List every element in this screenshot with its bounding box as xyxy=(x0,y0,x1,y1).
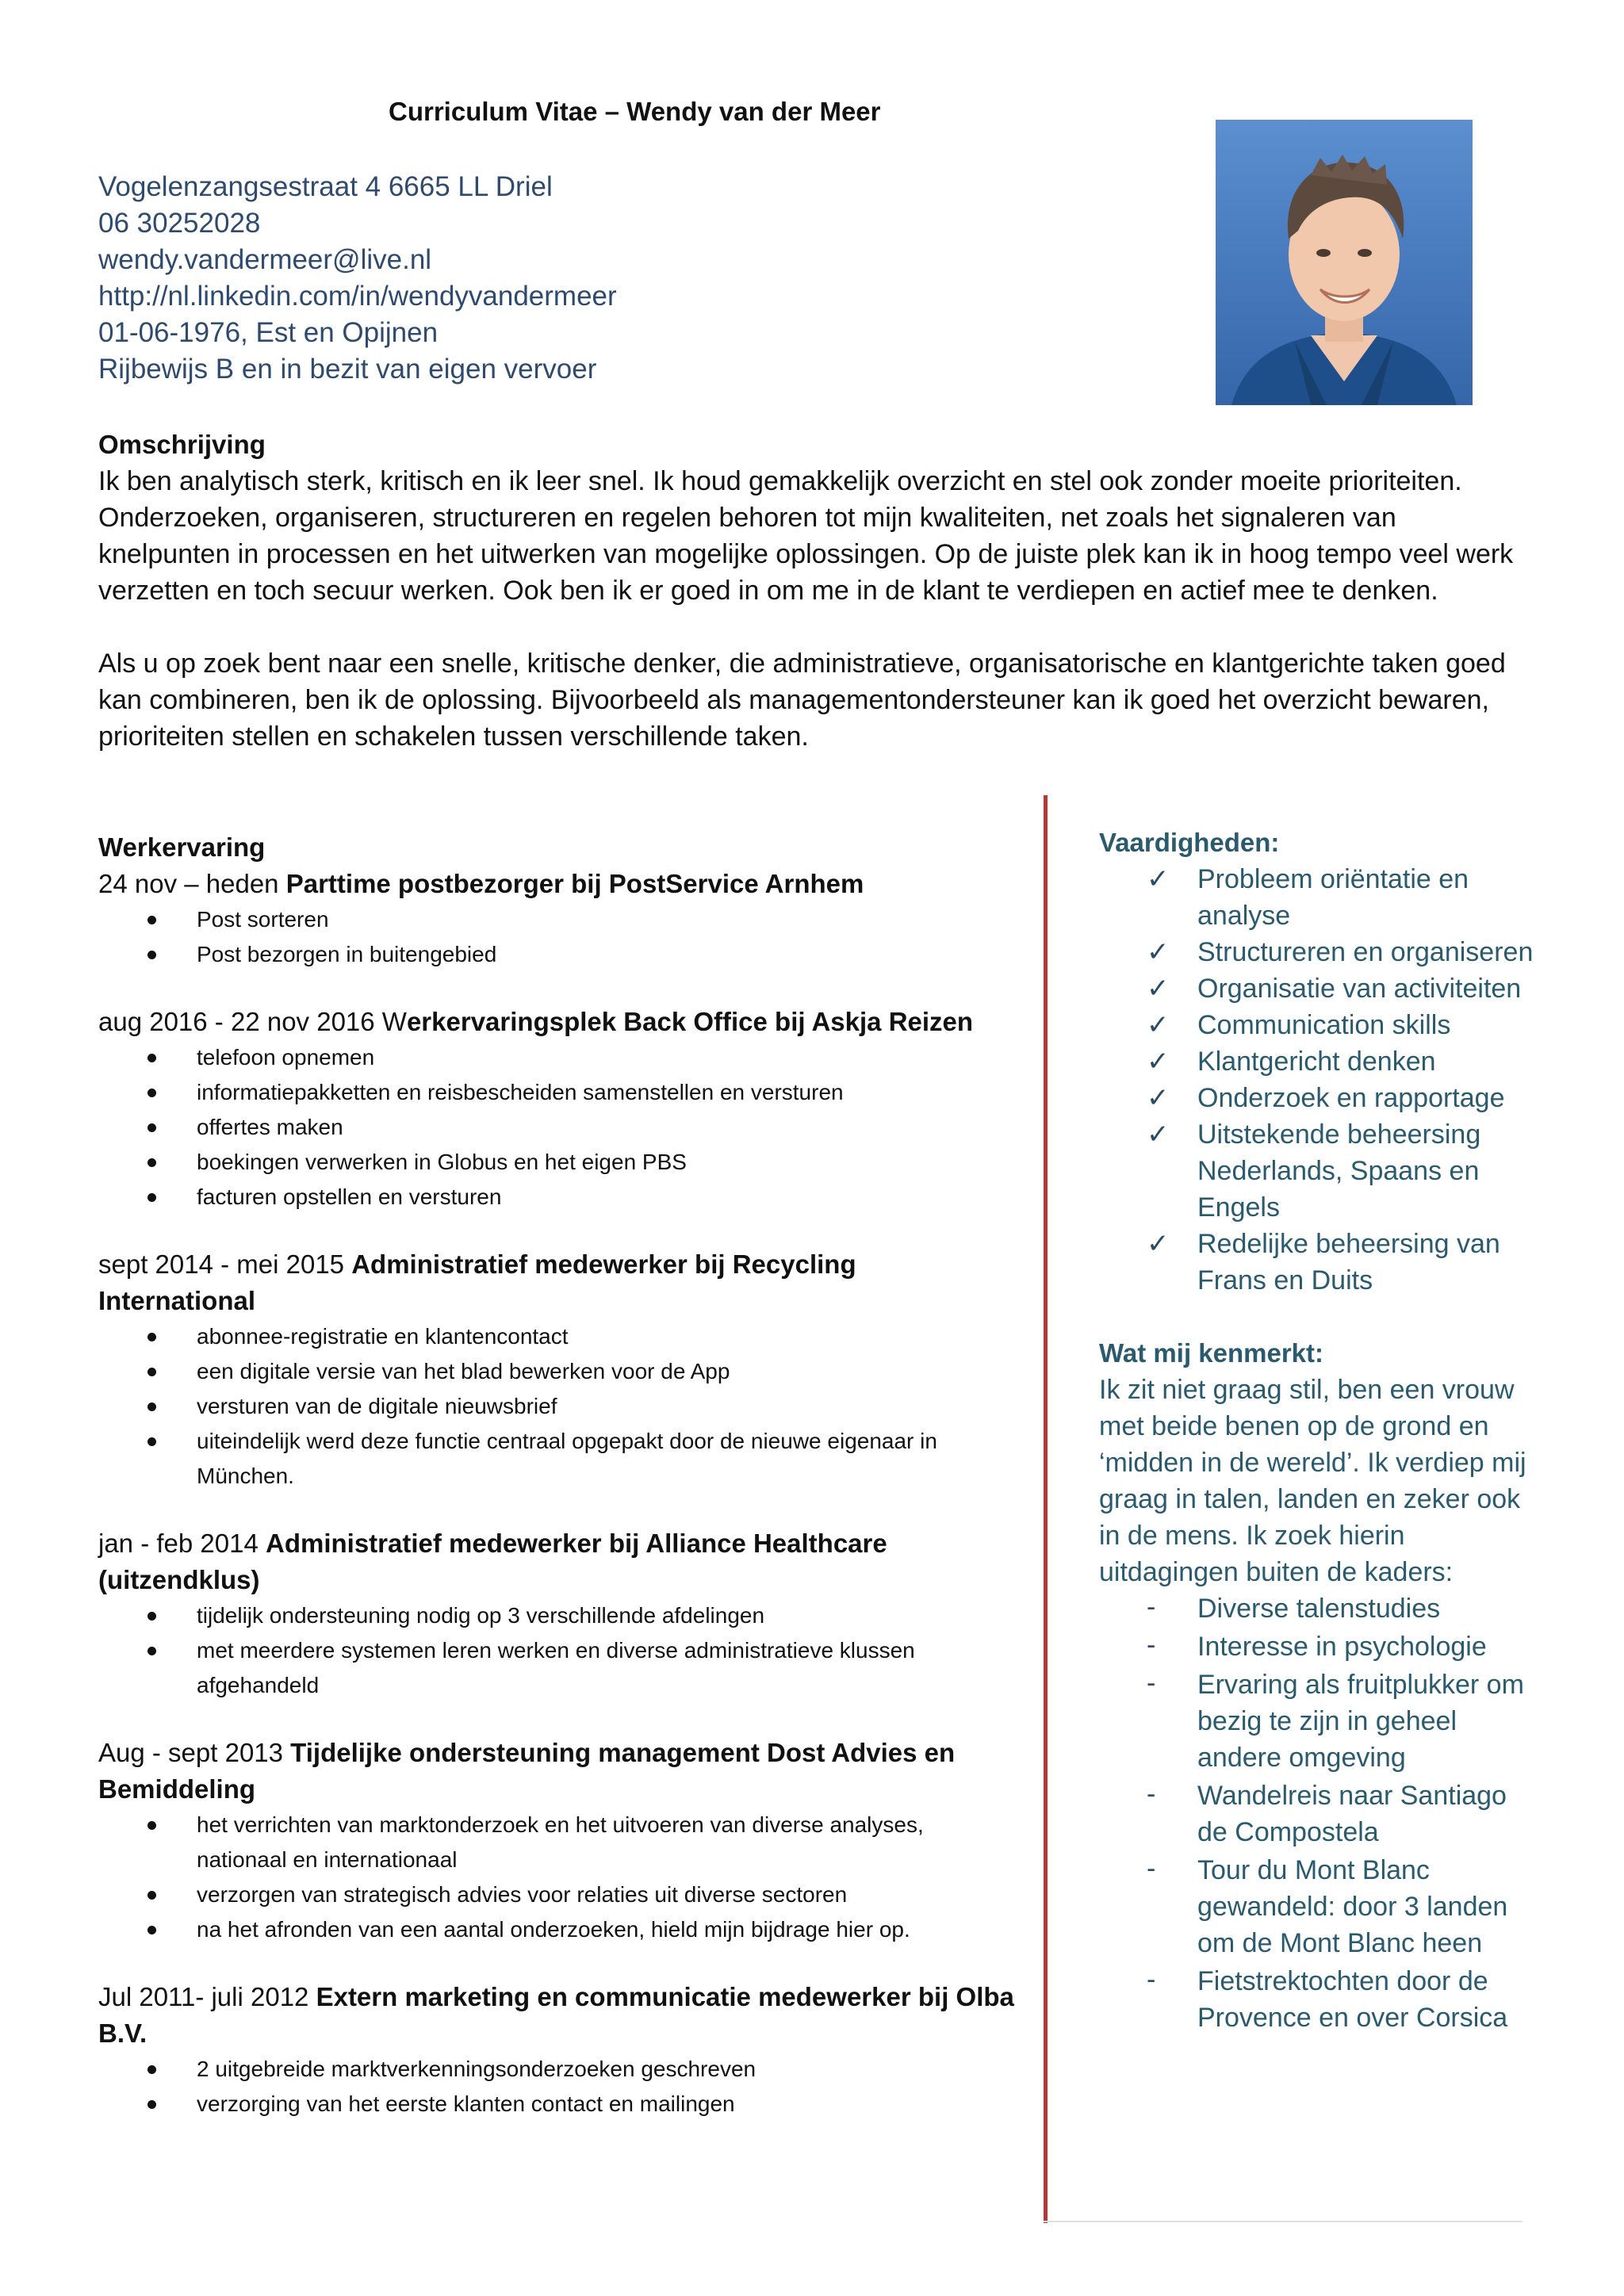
contact-linkedin[interactable]: http://nl.linkedin.com/in/wendyvandermeer xyxy=(98,281,617,312)
task-text: abonnee-registratie en klantencontact xyxy=(197,1324,569,1349)
list-item xyxy=(1147,1963,1543,2036)
list-item xyxy=(197,937,1018,972)
job-header xyxy=(98,866,1018,902)
list-item xyxy=(197,1319,1018,1354)
bullet-icon xyxy=(147,2065,156,2074)
job-period: jan - feb 2014 xyxy=(98,1529,259,1558)
job-role: Administratief medewerker bij Alliance Healthcare (uitzendklus) xyxy=(98,1529,887,1594)
bullet-icon xyxy=(147,1437,156,1446)
profile-photo xyxy=(1216,120,1473,405)
check-icon: ✓ xyxy=(1147,1047,1170,1077)
bullet-icon xyxy=(147,1891,156,1900)
list-item xyxy=(197,1075,1018,1110)
omschrijving-section xyxy=(98,427,1526,755)
task-text: informatiepakketten en reisbescheiden samenstellen en versturen xyxy=(197,1080,844,1104)
dash-icon: - xyxy=(1147,1779,1156,1809)
column-divider xyxy=(1044,795,1048,2223)
list-item xyxy=(1147,1116,1543,1226)
task-text: Post bezorgen in buitengebied xyxy=(197,942,497,966)
check-icon: ✓ xyxy=(1147,1229,1170,1259)
job-tasks xyxy=(98,2052,1018,2122)
list-item xyxy=(1147,861,1543,934)
kenmerkt-list xyxy=(1099,1590,1543,2036)
skill-text: Klantgericht denken xyxy=(1197,1047,1436,1077)
task-text: na het afronden van een aantal onderzoeken, hield mijn bijdrage hier op. xyxy=(197,1917,910,1942)
bullet-icon xyxy=(147,1926,156,1934)
task-text: verzorgen van strategisch advies voor relaties uit diverse sectoren xyxy=(197,1882,848,1907)
bullet-icon xyxy=(147,916,156,924)
check-icon: ✓ xyxy=(1147,974,1170,1004)
dash-icon: - xyxy=(1147,1630,1156,1660)
task-text: met meerdere systemen leren werken en diverse administratieve klussen afgehandeld xyxy=(197,1638,915,1697)
kenmerkt-text: Ik zit niet graag stil, ben een vrouw met beide benen op de grond en ‘midden in de wereld’. Ik verdiep mij graag in talen, landen en zeker ook in de mens. Ik zoek hierin uitdagingen buiten de kaders: xyxy=(1099,1375,1526,1587)
job-dost xyxy=(98,1735,1018,1947)
task-text: versturen van de digitale nieuwsbrief xyxy=(197,1394,557,1418)
list-item xyxy=(1147,1852,1543,1961)
trait-text: Tour du Mont Blanc gewandeld: door 3 landen om de Mont Blanc heen xyxy=(1197,1855,1508,1958)
job-period: Aug - sept 2013 xyxy=(98,1738,283,1767)
skill-text: Communication skills xyxy=(1197,1010,1451,1040)
job-role: Extern marketing en communicatie medewerker bij Olba B.V. xyxy=(98,1982,1014,2048)
job-period: aug 2016 - 22 nov 2016 W xyxy=(98,1007,407,1036)
list-item xyxy=(1147,970,1543,1007)
bullet-icon xyxy=(147,1368,156,1376)
skill-text: Uitstekende beheersing Nederlands, Spaans en Engels xyxy=(1197,1119,1481,1223)
job-olba xyxy=(98,1979,1018,2122)
list-item xyxy=(197,1424,1018,1494)
job-tasks xyxy=(98,902,1018,972)
contact-block xyxy=(98,169,1129,388)
contact-phone: 06 30252028 xyxy=(98,208,261,239)
job-header xyxy=(98,1004,1018,1040)
job-role: Tijdelijke ondersteuning management Dost Advies en Bemiddeling xyxy=(98,1738,956,1804)
task-text: uiteindelijk werd deze functie centraal opgepakt door de nieuwe eigenaar in München. xyxy=(197,1429,937,1488)
list-item xyxy=(197,1633,1018,1703)
list-item xyxy=(1147,1080,1543,1116)
list-item xyxy=(197,2052,1018,2087)
list-item xyxy=(197,902,1018,937)
omschrijving-paragraph-1: Ik ben analytisch sterk, kritisch en ik leer snel. Ik houd gemakkelijk overzicht en stel ook zonder moeite prioriteiten. Onderzoeken, organiseren, structureren en regelen behoren tot mijn kwaliteiten, net zoals het signaleren van knelpunten in processen en het uitwerken van mogelijke oplossingen. Op de juiste plek kan ik in hoog tempo veel werk verzetten en toch secuur werken. Ook ben ik er goed in om me in de klant te verdiepen en actief mee te denken. xyxy=(98,466,1514,606)
page-title: Curriculum Vitae – Wendy van der Meer xyxy=(389,97,881,126)
omschrijving-heading: Omschrijving xyxy=(98,430,266,459)
sidebar xyxy=(1099,825,1543,2038)
trait-text: Diverse talenstudies xyxy=(1197,1594,1441,1624)
check-icon: ✓ xyxy=(1147,1010,1170,1040)
task-text: 2 uitgebreide marktverkenningsonderzoeken geschreven xyxy=(197,2057,756,2081)
list-item xyxy=(197,1040,1018,1075)
trait-text: Ervaring als fruitplukker om bezig te zijn in geheel andere omgeving xyxy=(1197,1670,1524,1773)
kenmerkt-heading: Wat mij kenmerkt: xyxy=(1099,1338,1324,1368)
contact-email[interactable]: wendy.vandermeer@live.nl xyxy=(98,244,432,275)
job-header xyxy=(98,1979,1018,2052)
list-item xyxy=(1147,1590,1543,1627)
job-tasks xyxy=(98,1319,1018,1494)
task-text: boekingen verwerken in Globus en het eigen PBS xyxy=(197,1150,687,1174)
trait-text: Wandelreis naar Santiago de Compostela xyxy=(1197,1781,1507,1847)
omschrijving-paragraph-2: Als u op zoek bent naar een snelle, kritische denker, die administratieve, organisatorische en klantgerichte taken goed kan combineren, ben ik de oplossing. Bijvoorbeeld als managementondersteuner kan ik goed het overzicht bewaren, prioriteiten stellen en schakelen tussen verschillende taken. xyxy=(98,649,1506,752)
list-item xyxy=(197,1180,1018,1215)
column-divider-bottom xyxy=(1044,2221,1522,2222)
list-item xyxy=(197,1110,1018,1145)
vaardigheden-heading: Vaardigheden: xyxy=(1099,828,1280,857)
job-askja xyxy=(98,1004,1018,1215)
check-icon: ✓ xyxy=(1147,864,1170,894)
bullet-icon xyxy=(147,1123,156,1132)
contact-birth: 01-06-1976, Est en Opijnen xyxy=(98,317,439,348)
task-text: telefoon opnemen xyxy=(197,1045,375,1070)
bullet-icon xyxy=(147,2100,156,2109)
list-item xyxy=(197,1912,1018,1947)
dash-icon: - xyxy=(1147,1965,1156,1995)
bullet-icon xyxy=(147,1402,156,1411)
list-item xyxy=(1147,1667,1543,1776)
job-period: sept 2014 - mei 2015 xyxy=(98,1249,345,1279)
bullet-icon xyxy=(147,1821,156,1830)
task-text: offertes maken xyxy=(197,1115,343,1139)
job-tasks xyxy=(98,1598,1018,1703)
bullet-icon xyxy=(147,1612,156,1621)
skill-text: Structureren en organiseren xyxy=(1197,937,1534,967)
list-item xyxy=(197,2087,1018,2122)
dash-icon: - xyxy=(1147,1854,1156,1884)
skill-text: Redelijke beheersing van Frans en Duits xyxy=(1197,1229,1500,1295)
task-text: facturen opstellen en versturen xyxy=(197,1184,502,1209)
contact-address: Vogelenzangsestraat 4 6665 LL Driel xyxy=(98,171,553,202)
job-role: Parttime postbezorger bij PostService Arnhem xyxy=(285,869,864,898)
list-item xyxy=(197,1877,1018,1912)
skill-text: Organisatie van activiteiten xyxy=(1197,974,1522,1004)
dash-icon: - xyxy=(1147,1592,1156,1622)
job-period: Jul 2011- juli 2012 xyxy=(98,1982,309,2011)
job-recycling xyxy=(98,1246,1018,1494)
list-item xyxy=(1147,1777,1543,1850)
list-item xyxy=(197,1389,1018,1424)
contact-license: Rijbewijs B en in bezit van eigen vervoer xyxy=(98,354,597,385)
list-item xyxy=(197,1354,1018,1389)
job-role: erkervaringsplek Back Office bij Askja Reizen xyxy=(406,1007,974,1036)
task-text: het verrichten van marktonderzoek en het uitvoeren van diverse analyses, nationaal en internationaal xyxy=(197,1812,924,1872)
bullet-icon xyxy=(147,1333,156,1341)
skill-text: Probleem oriëntatie en analyse xyxy=(1197,864,1469,931)
job-period: 24 nov – heden xyxy=(98,869,279,898)
job-role: Administratief medewerker bij Recycling International xyxy=(98,1249,856,1315)
list-item xyxy=(1147,1226,1543,1299)
job-header xyxy=(98,1246,1018,1319)
job-alliance xyxy=(98,1525,1018,1703)
skill-text: Onderzoek en rapportage xyxy=(1197,1083,1505,1113)
task-text: verzorging van het eerste klanten contact en mailingen xyxy=(197,2091,735,2116)
vaardigheden-list xyxy=(1099,861,1543,1299)
bullet-icon xyxy=(147,1054,156,1062)
check-icon: ✓ xyxy=(1147,1083,1170,1113)
task-text: tijdelijk ondersteuning nodig op 3 verschillende afdelingen xyxy=(197,1603,765,1628)
job-header xyxy=(98,1525,1018,1598)
werkervaring-heading: Werkervaring xyxy=(98,832,266,862)
list-item xyxy=(197,1598,1018,1633)
job-postservice xyxy=(98,866,1018,972)
werkervaring-section xyxy=(98,829,1018,2153)
list-item xyxy=(197,1145,1018,1180)
list-item xyxy=(1147,934,1543,970)
bullet-icon xyxy=(147,1647,156,1655)
job-tasks xyxy=(98,1040,1018,1215)
list-item xyxy=(197,1808,1018,1877)
check-icon: ✓ xyxy=(1147,937,1170,967)
list-item xyxy=(1147,1007,1543,1043)
check-icon: ✓ xyxy=(1147,1119,1170,1150)
bullet-icon xyxy=(147,1193,156,1202)
bullet-icon xyxy=(147,1158,156,1167)
trait-text: Fietstrektochten door de Provence en over Corsica xyxy=(1197,1966,1508,2033)
task-text: een digitale versie van het blad bewerken voor de App xyxy=(197,1359,730,1383)
job-tasks xyxy=(98,1808,1018,1947)
bullet-icon xyxy=(147,1089,156,1097)
task-text: Post sorteren xyxy=(197,907,329,932)
list-item xyxy=(1147,1043,1543,1080)
job-header xyxy=(98,1735,1018,1808)
bullet-icon xyxy=(147,951,156,959)
list-item xyxy=(1147,1628,1543,1665)
trait-text: Interesse in psychologie xyxy=(1197,1632,1487,1662)
dash-icon: - xyxy=(1147,1668,1156,1698)
